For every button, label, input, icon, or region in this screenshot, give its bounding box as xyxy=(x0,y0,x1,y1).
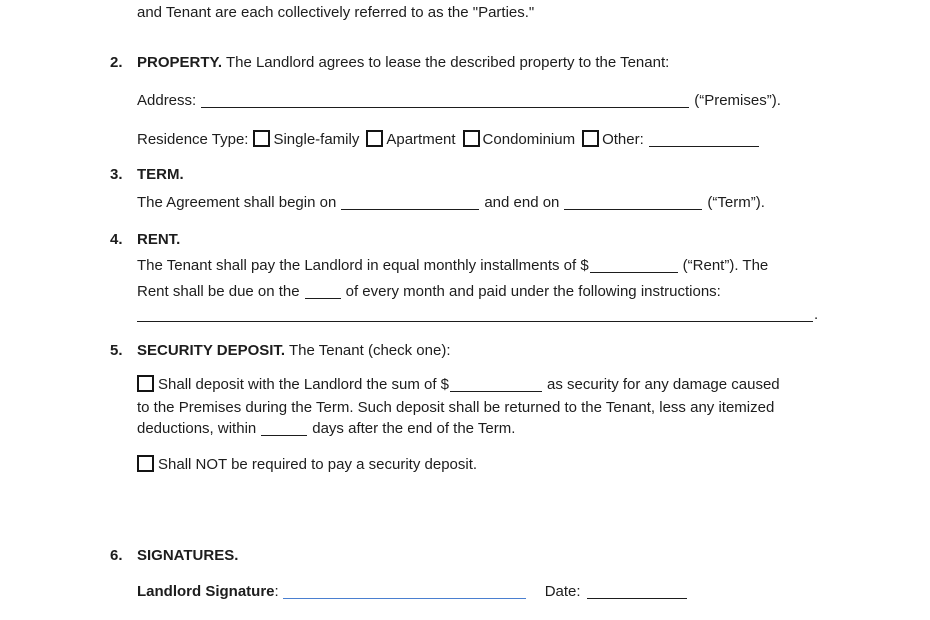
rent-text-due: Rent shall be due on the xyxy=(137,283,300,300)
deposit-option-2-text: Shall NOT be required to pay a security deposit. xyxy=(158,456,478,473)
address-blank-field xyxy=(201,95,689,108)
section-property-heading xyxy=(110,53,669,72)
term-text-mid: and end on xyxy=(484,194,560,211)
section-term-heading xyxy=(110,165,184,184)
checkbox-apartment[interactable] xyxy=(366,130,383,147)
rent-number: 4. xyxy=(110,231,123,248)
landlord-signature-colon: : xyxy=(274,583,279,600)
rent-amount-field xyxy=(590,260,678,273)
deposit-text-sum: Shall deposit with the Landlord the sum of $ xyxy=(158,376,450,393)
checkbox-condominium[interactable] xyxy=(463,130,480,147)
term-title: TERM. xyxy=(137,166,184,183)
landlord-signature-line xyxy=(137,582,692,601)
security-deposit-lead: The Tenant (check one): xyxy=(289,342,451,359)
intro-text: and Tenant are each collectively referred to as the "Parties." xyxy=(137,4,535,21)
date-field xyxy=(587,586,687,599)
rent-instructions-line xyxy=(137,305,818,324)
landlord-signature-label: Landlord Signature xyxy=(137,583,275,600)
rent-instructions-field xyxy=(137,309,813,322)
property-title: PROPERTY. xyxy=(137,54,223,71)
section-rent-heading xyxy=(110,230,180,249)
premises-suffix: (“Premises”). xyxy=(694,92,781,109)
section-signatures-heading xyxy=(110,546,238,565)
label-other: Other: xyxy=(602,131,644,148)
deposit-text-deductions: deductions, within xyxy=(137,420,257,437)
property-number: 2. xyxy=(110,54,123,71)
other-blank-field xyxy=(649,134,759,147)
label-condominium: Condominium xyxy=(482,131,576,148)
address-label: Address: xyxy=(137,92,197,109)
label-single-family: Single-family xyxy=(273,131,360,148)
security-deposit-number: 5. xyxy=(110,342,123,359)
label-apartment: Apartment xyxy=(386,131,456,148)
checkbox-other[interactable] xyxy=(582,130,599,147)
date-label: Date: xyxy=(544,583,581,600)
deposit-option-2-line xyxy=(137,455,477,474)
deposit-days-field xyxy=(261,423,307,436)
term-start-date-field xyxy=(341,197,479,210)
term-text-begin: The Agreement shall begin on xyxy=(137,194,337,211)
term-number: 3. xyxy=(110,166,123,183)
rent-text-installments: The Tenant shall pay the Landlord in equal monthly installments of $ xyxy=(137,257,589,274)
rent-text-rent-label: (“Rent”). The xyxy=(682,257,769,274)
intro-line xyxy=(137,3,534,22)
deposit-text-after-term: days after the end of the Term. xyxy=(312,420,516,437)
rent-line-2 xyxy=(137,282,721,301)
residence-type-line xyxy=(137,130,764,149)
signatures-title: SIGNATURES. xyxy=(137,547,239,564)
deposit-option-1-line-3 xyxy=(137,419,515,438)
landlord-signature-field[interactable] xyxy=(283,586,526,599)
section-security-deposit-heading xyxy=(110,341,450,360)
deposit-text-security: as security for any damage caused xyxy=(547,376,780,393)
residence-type-label: Residence Type: xyxy=(137,131,249,148)
term-end-date-field xyxy=(564,197,702,210)
security-deposit-title: SECURITY DEPOSIT. xyxy=(137,342,286,359)
deposit-option-1-line-1 xyxy=(137,375,780,394)
rent-line-1 xyxy=(137,256,768,275)
rent-title: RENT. xyxy=(137,231,181,248)
rent-due-day-field xyxy=(305,286,341,299)
checkbox-single-family[interactable] xyxy=(253,130,270,147)
address-line xyxy=(137,91,781,110)
property-lead: The Landlord agrees to lease the described property to the Tenant: xyxy=(225,54,670,71)
signatures-number: 6. xyxy=(110,547,123,564)
deposit-option-1-line-2 xyxy=(137,398,774,417)
checkbox-shall-deposit[interactable] xyxy=(137,375,154,392)
rent-line-period: . xyxy=(814,306,819,323)
deposit-text-returned: to the Premises during the Term. Such deposit shall be returned to the Tenant, less any itemized xyxy=(137,399,775,416)
term-suffix: (“Term”). xyxy=(707,194,765,211)
rent-text-instructions: of every month and paid under the following instructions: xyxy=(345,283,721,300)
deposit-amount-field xyxy=(450,379,542,392)
term-line xyxy=(137,193,765,212)
checkbox-no-deposit[interactable] xyxy=(137,455,154,472)
